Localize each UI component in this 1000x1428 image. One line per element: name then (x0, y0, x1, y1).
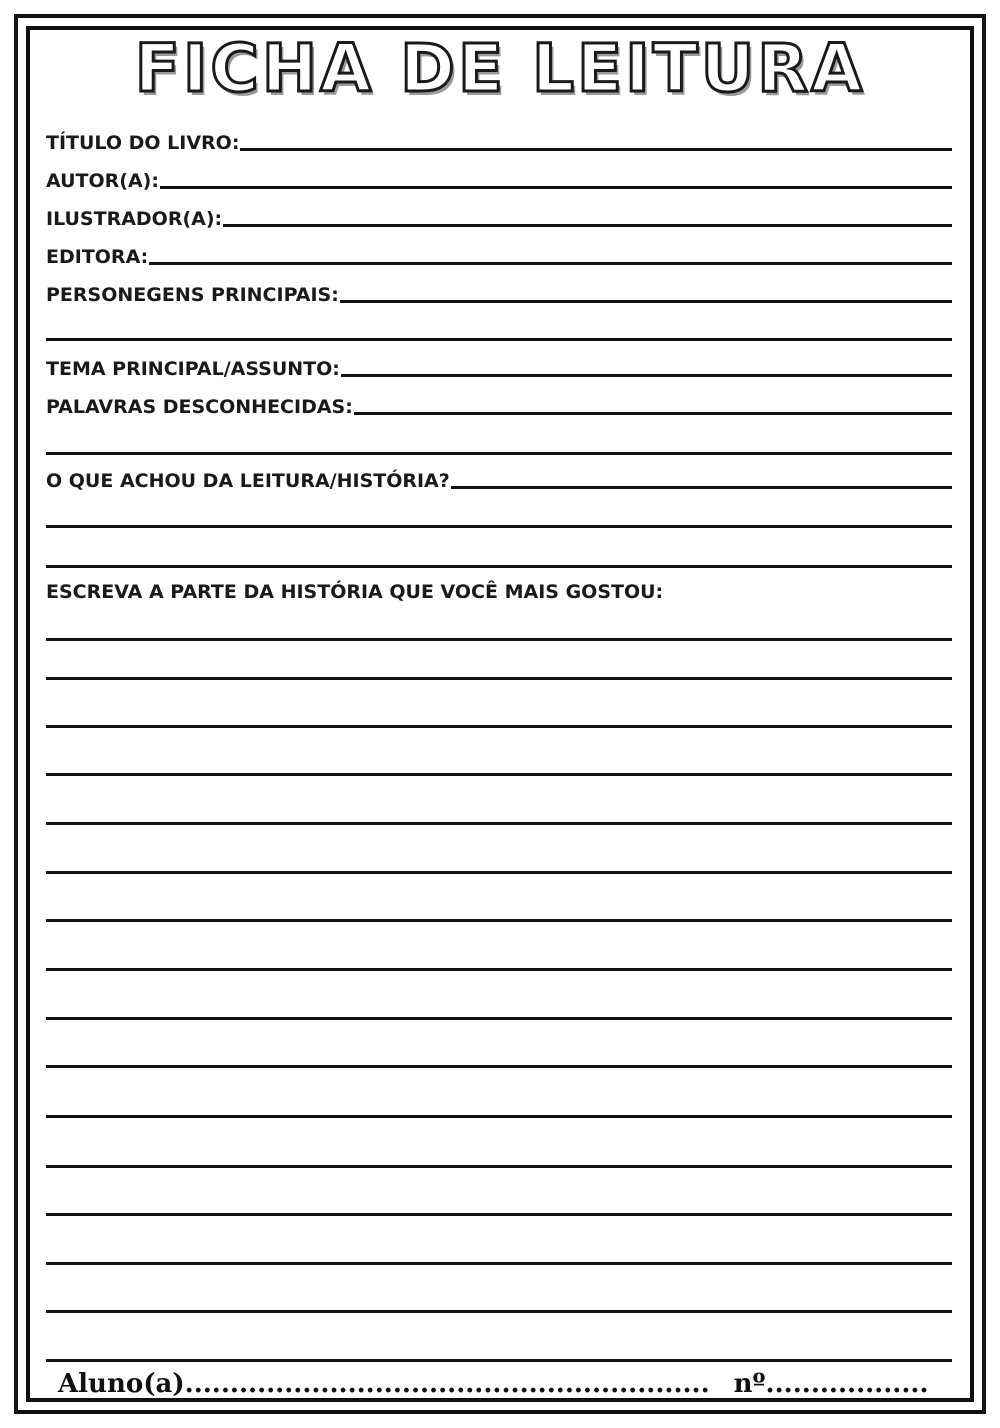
field-autor-line[interactable] (160, 186, 952, 189)
field-editora-line[interactable] (149, 262, 952, 265)
field-ilustrador[interactable] (46, 204, 952, 230)
field-editora-label: EDITORA: (46, 246, 149, 268)
writing-line[interactable] (46, 1115, 952, 1118)
field-titulo[interactable] (46, 128, 952, 154)
writing-line[interactable] (46, 525, 952, 528)
field-palavras-line[interactable] (354, 412, 952, 415)
writing-line[interactable] (46, 1262, 952, 1265)
field-autor-label: AUTOR(A): (46, 170, 159, 192)
writing-line[interactable] (46, 338, 952, 341)
field-tema-label: TEMA PRINCIPAL/ASSUNTO: (46, 358, 340, 380)
field-autor[interactable] (46, 166, 952, 192)
writing-line[interactable] (46, 968, 952, 971)
writing-line[interactable] (46, 919, 952, 922)
field-tema-line[interactable] (341, 374, 952, 377)
field-personagens-line[interactable] (340, 300, 952, 303)
writing-line[interactable] (46, 1310, 952, 1313)
writing-line[interactable] (46, 1165, 952, 1168)
field-tema[interactable] (46, 354, 952, 380)
field-ilustrador-line[interactable] (223, 224, 952, 227)
writing-line[interactable] (46, 565, 952, 568)
field-ilustrador-label: ILUSTRADOR(A): (46, 208, 223, 230)
writing-line[interactable] (46, 773, 952, 776)
writing-line[interactable] (46, 452, 952, 455)
field-opiniao[interactable] (46, 466, 952, 492)
writing-line[interactable] (46, 1017, 952, 1020)
page-border-inner (26, 26, 974, 1402)
field-opiniao-label: O QUE ACHOU DA LEITURA/HISTÓRIA? (46, 470, 450, 492)
writing-line[interactable] (46, 725, 952, 728)
footer (58, 1366, 929, 1402)
writing-line[interactable] (46, 822, 952, 825)
writing-line[interactable] (46, 1359, 952, 1362)
student-number-field[interactable]: nº.................. (733, 1369, 929, 1399)
field-palavras-label: PALAVRAS DESCONHECIDAS: (46, 396, 353, 418)
writing-line[interactable] (46, 638, 952, 641)
field-opiniao-line[interactable] (451, 486, 952, 489)
writing-prompt: ESCREVA A PARTE DA HISTÓRIA QUE VOCÊ MAIS GOSTOU: (46, 581, 664, 603)
field-titulo-line[interactable] (240, 148, 952, 151)
field-editora[interactable] (46, 242, 952, 268)
student-name-field[interactable]: Aluno(a).......................................................... (58, 1369, 710, 1399)
writing-line[interactable] (46, 1213, 952, 1216)
field-titulo-label: TÍTULO DO LIVRO: (46, 132, 240, 154)
writing-line[interactable] (46, 1065, 952, 1068)
page-title: FICHA DE LEITURA (134, 30, 866, 107)
writing-line[interactable] (46, 677, 952, 680)
field-personagens[interactable] (46, 280, 952, 306)
field-personagens-label: PERSONEGENS PRINCIPAIS: (46, 284, 339, 306)
field-palavras[interactable] (46, 392, 952, 418)
writing-line[interactable] (46, 871, 952, 874)
